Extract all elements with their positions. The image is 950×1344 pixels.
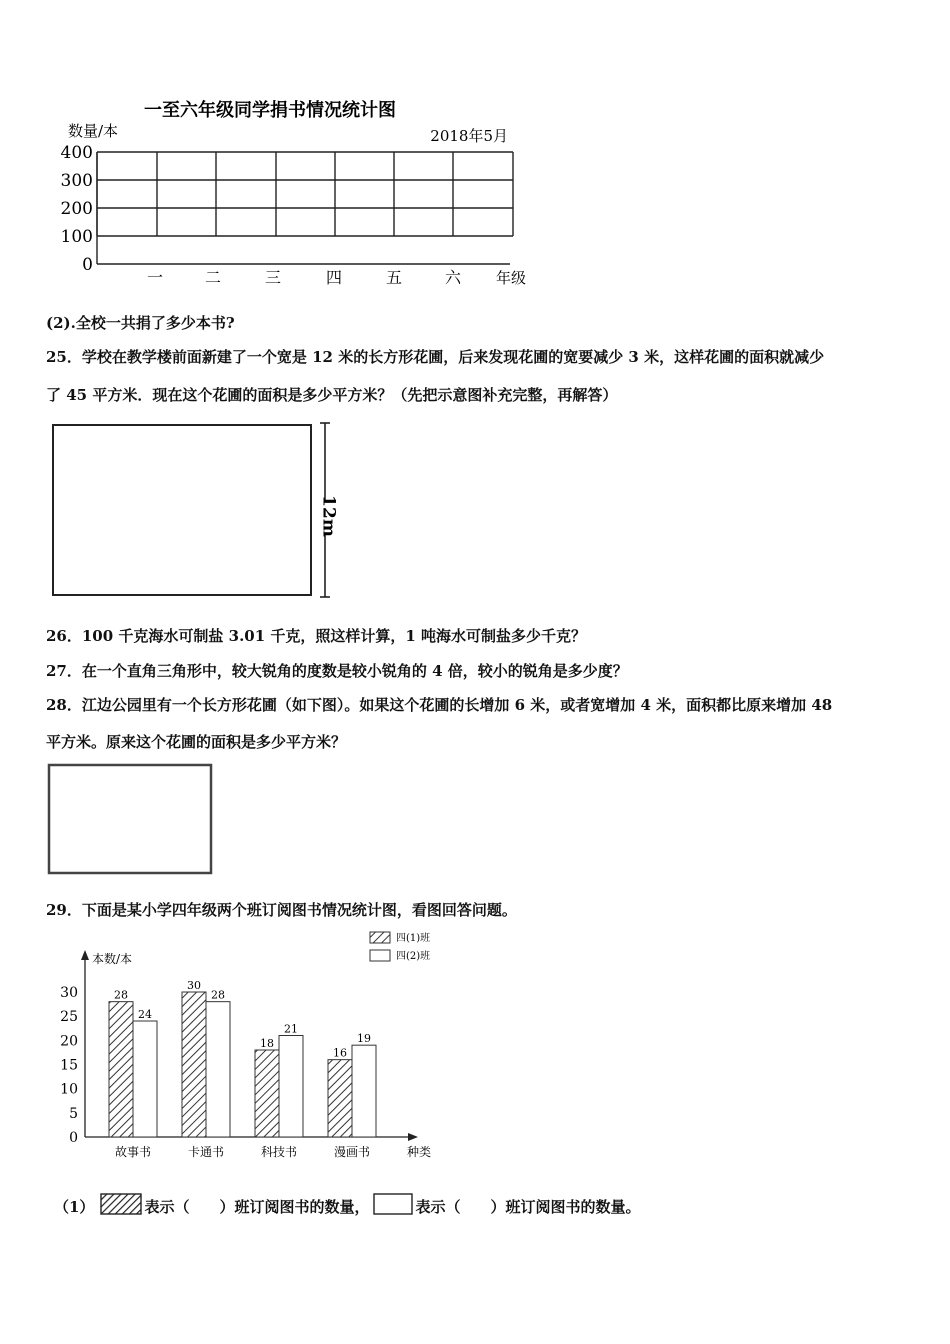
garden-diagram-28 [40,760,230,880]
question-25-line2: 了 45 平方米．现在这个花圃的面积是多少平方米？（先把示意图补充完整，再解答） [46,386,618,404]
width-12m-label: 12m [318,495,339,537]
question-29-sub1 [54,1190,640,1222]
chart2-ylabel: 本数/本 [92,952,133,966]
bar-class1 [182,992,206,1137]
bar-class1 [255,1050,279,1137]
legend-swatch-class2 [370,950,390,961]
chart2-xlabel: 种类 [407,1145,432,1159]
chart1-category-label: 五 [385,268,403,287]
chart1-category-label: 三 [264,268,282,287]
chart1-ytick-label: 100 [60,227,93,247]
chart1-ylabel: 数量/本 [68,122,119,140]
bar-value-label: 28 [114,988,128,1002]
garden-rectangle-28 [49,765,211,873]
chart1-ytick-label: 400 [60,143,93,163]
bar-class2 [352,1045,376,1137]
bar-value-label: 30 [187,979,201,992]
bar-class2 [133,1021,157,1137]
chart2-category-label: 科技书 [260,1145,298,1159]
chart2-category-label: 故事书 [114,1145,152,1159]
bar-value-label: 28 [211,988,225,1002]
question-24-2: (2).全校一共捐了多少本书? [46,314,235,332]
bar-class1 [328,1060,352,1137]
bar-class1 [109,1002,133,1137]
chart1-date: 2018年5月 [430,127,508,145]
question-27: 27．在一个直角三角形中，较大锐角的度数是较小锐角的 4 倍，较小的锐角是多少度？ [46,662,628,680]
chart1-category-label: 四 [325,268,343,287]
chart2-ytick-label: 30 [60,985,78,1001]
bar-value-label: 19 [357,1032,371,1046]
bar-value-label: 21 [284,1022,298,1036]
chart2-ytick-label: 20 [60,1033,78,1050]
question-28-line2: 平方米。原来这个花圃的面积是多少平方米？ [46,733,347,751]
chart2-ytick-label: 25 [60,1009,78,1026]
question-26: 26．100 千克海水可制盐 3.01 千克，照这样计算，1 吨海水可制盐多少千克？ [46,627,587,645]
legend-label-class1: 四(1)班 [396,933,431,944]
garden-rectangle [53,425,311,595]
blank-legend-box [373,1193,413,1215]
chart2-category-label: 卡通书 [187,1145,225,1159]
legend-swatch-class1 [370,932,390,943]
x-axis-arrow [408,1133,418,1141]
y-axis-arrow [81,950,89,960]
bar-class2 [279,1036,303,1138]
question-29: 29．下面是某小学四年级两个班订阅图书情况统计图，看图回答问题。 [46,901,517,919]
chart1-title: 一至六年级同学捐书情况统计图 [144,100,396,121]
donation-chart [0,0,950,300]
chart1-ytick-label: 200 [60,199,93,219]
chart1-xlabel: 年级 [496,269,527,287]
chart1-ytick-label: 300 [60,171,93,191]
sub1-prefix: （1） [54,1197,95,1216]
chart2-ytick-label: 15 [60,1057,78,1074]
chart1-ytick-label: 0 [82,255,93,275]
question-28-line1: 28．江边公园里有一个长方形花圃（如下图）。如果这个花圃的长增加 6 米，或者宽增加 4 米，面积都比原来增加 48 [46,696,833,714]
chart2-ytick-label: 0 [69,1130,78,1146]
chart1-category-label: 二 [204,268,222,287]
bar-class2 [206,1002,230,1137]
sub1-end: 表示（ ）班订阅图书的数量。 [415,1197,641,1216]
sub1-mid: 表示（ ）班订阅图书的数量， [144,1197,370,1216]
chart2-ytick-label: 5 [69,1105,78,1122]
chart2-ytick-label: 10 [60,1081,78,1098]
question-25-line1: 25．学校在教学楼前面新建了一个宽是 12 米的长方形花圃，后来发现花圃的宽要减少 3 米，这样花圃的面积就减少 [46,348,825,366]
chart1-category-label: 一 [146,268,164,287]
hatched-legend-box [100,1193,142,1215]
chart1-category-label: 六 [444,268,462,287]
bar-value-label: 16 [333,1046,347,1060]
bar-value-label: 18 [260,1037,274,1050]
garden-diagram-25 [0,415,400,605]
bar-value-label: 24 [138,1008,152,1021]
subscription-bar-chart [0,925,470,1170]
legend-label-class2: 四(2)班 [396,951,431,962]
chart2-category-label: 漫画书 [333,1145,371,1159]
